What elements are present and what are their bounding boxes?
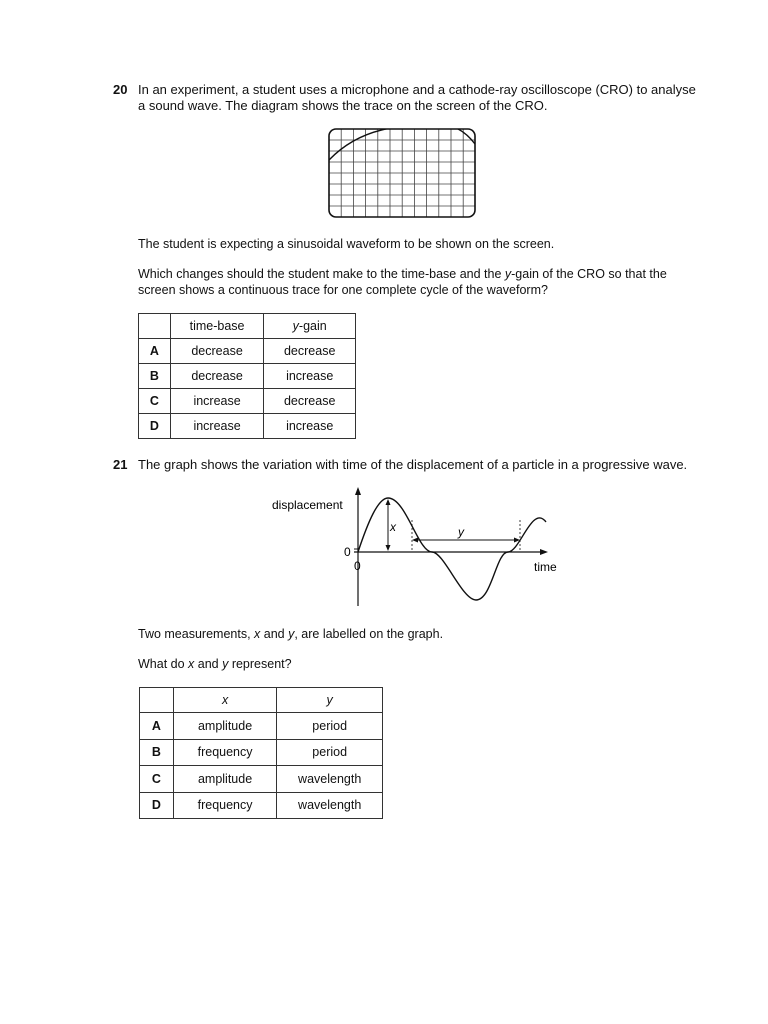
question-20-para2-line2: screen shows a continuous trace for one complete cycle of the waveform? [138, 283, 548, 297]
option-row-c[interactable] [139, 389, 356, 414]
question-20-options-table [138, 313, 356, 439]
option-x: amplitude [173, 713, 277, 740]
option-row-a[interactable] [140, 713, 383, 740]
option-letter: C [139, 389, 171, 414]
option-time-base: increase [170, 414, 264, 439]
zero-label-y: 0 [344, 545, 351, 559]
option-letter: D [139, 414, 171, 439]
option-y: wavelength [277, 792, 383, 819]
cro-screen-diagram [326, 126, 478, 220]
header-blank [140, 688, 174, 713]
question-20-number: 20 [113, 82, 128, 97]
option-letter: A [139, 339, 171, 364]
question-21-para1: Two measurements, x and y, are labelled on the graph. [138, 627, 444, 641]
option-letter: D [140, 792, 174, 819]
option-row-a[interactable] [139, 339, 356, 364]
option-x: frequency [173, 792, 277, 819]
option-letter: B [140, 739, 174, 766]
x-axis-label: time [534, 560, 557, 574]
header-blank [139, 314, 171, 339]
option-time-base: decrease [170, 339, 264, 364]
table-header-row [139, 314, 356, 339]
question-21-para2: What do x and y represent? [138, 657, 292, 671]
zero-label-x: 0 [354, 559, 361, 573]
option-y-gain: increase [264, 364, 356, 389]
option-y: period [277, 713, 383, 740]
option-time-base: increase [170, 389, 264, 414]
cro-grid [326, 126, 478, 220]
header-y: y [277, 688, 383, 713]
displacement-time-graph [262, 482, 572, 612]
question-20-para2-line1: Which changes should the student make to the time-base and the y-gain of the CRO so that the [138, 267, 667, 281]
option-letter: B [139, 364, 171, 389]
header-time-base: time-base [170, 314, 264, 339]
x-arrowhead-top [386, 499, 391, 505]
option-y: wavelength [277, 766, 383, 793]
option-letter: A [140, 713, 174, 740]
question-21-options-table [139, 687, 383, 819]
header-x: x [173, 688, 277, 713]
option-row-d[interactable] [140, 792, 383, 819]
header-y-gain: y-gain [264, 314, 356, 339]
y-axis-label: displacement [272, 498, 343, 512]
option-row-c[interactable] [140, 766, 383, 793]
question-21-text-line1: The graph shows the variation with time of the displacement of a particle in a progressive wave. [138, 457, 688, 472]
y-axis-arrowhead [355, 487, 361, 495]
option-y: period [277, 739, 383, 766]
question-20-text-line2: a sound wave. The diagram shows the trace on the screen of the CRO. [138, 98, 548, 113]
option-y-gain: increase [264, 414, 356, 439]
option-row-b[interactable] [140, 739, 383, 766]
option-row-d[interactable] [139, 414, 356, 439]
question-20-text-line1: In an experiment, a student uses a microphone and a cathode-ray oscilloscope (CRO) to analyse [138, 82, 696, 97]
option-letter: C [140, 766, 174, 793]
y-arrowhead-left [412, 538, 418, 543]
x-axis-arrowhead [540, 549, 548, 555]
wave-curve [358, 498, 546, 600]
option-y-gain: decrease [264, 339, 356, 364]
option-time-base: decrease [170, 364, 264, 389]
x-measurement-label: x [390, 520, 396, 534]
option-x: amplitude [173, 766, 277, 793]
option-y-gain: decrease [264, 389, 356, 414]
option-row-b[interactable] [139, 364, 356, 389]
question-20-para1: The student is expecting a sinusoidal waveform to be shown on the screen. [138, 237, 555, 251]
question-21-number: 21 [113, 457, 128, 472]
table-header-row [140, 688, 383, 713]
y-measurement-label: y [458, 525, 464, 539]
x-arrowhead-bottom [386, 545, 391, 551]
option-x: frequency [173, 739, 277, 766]
